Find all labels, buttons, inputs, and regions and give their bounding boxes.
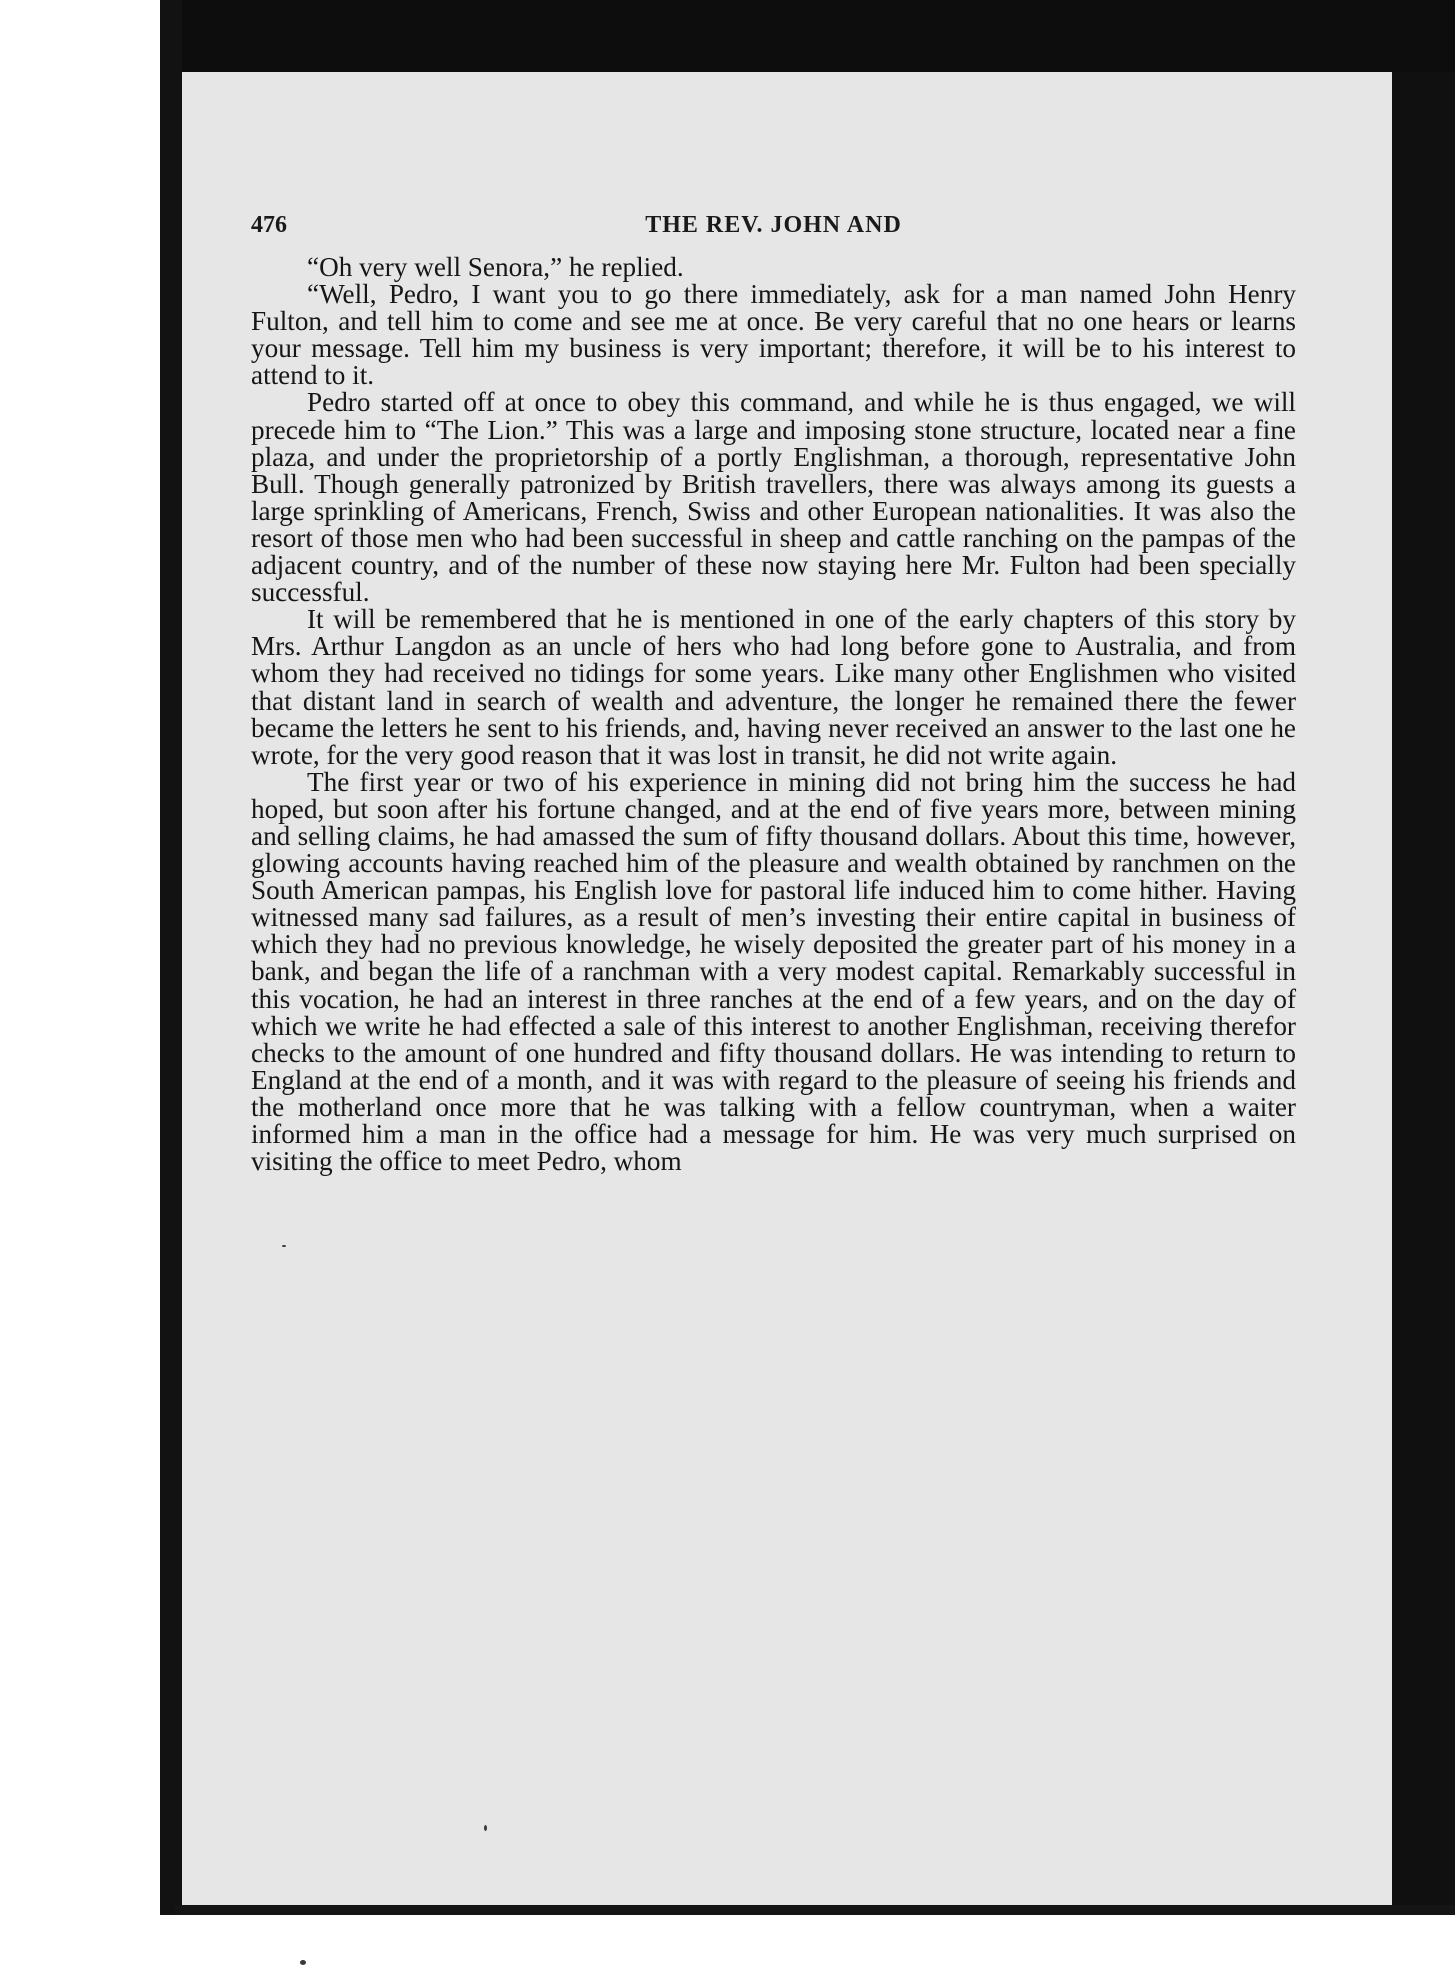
scan-border-top xyxy=(175,0,1455,72)
page-number: 476 xyxy=(251,212,287,238)
scan-speck xyxy=(484,1825,487,1831)
scan-speck xyxy=(300,1960,306,1965)
paragraph-2: “Well, Pedro, I want you to go there immediately, ask for a man named John Henry Fulton, and tell him to come and see me at once. Be very careful that no one hears or learns your message. Tell him my business is very important; therefore, it will be to his interest to attend to it. xyxy=(251,279,1296,391)
paragraph-1: “Oh very well Senora,” he replied. xyxy=(307,252,684,282)
running-title: THE REV. JOHN AND xyxy=(645,212,902,238)
paragraph-5: The first year or two of his experience in mining did not bring him the success he had hoped, but soon after his fortune changed, and at the end of five years more, between mining and selling claims, he had amassed the sum of fifty thousand dollars. About this time, however, glowing accounts having reached him of the pleasure and wealth obtained by ranchmen on the South American pampas, his English love for pastoral life induced him to come hither. Having witnessed many sad failures, as a result of men’s investing their entire capital in business of which they had no previous knowledge, he wisely deposited the greater part of his money in a bank, and began the life of a ranchman with a very modest capital. Remarkably successful in this vocation, he had an interest in three ranches at the end of a few years, and on the day of which we write he had effected a sale of this interest to another Englishman, receiving therefor checks to the amount of one hundred and fifty thousand dollars. He was intending to return to England at the end of a month, and it was with regard to the pleasure of seeing his friends and the motherland once more that he was talking with a fellow countryman, when a waiter informed him a man in the office had a message for him. He was very much surprised on visiting the office to meet Pedro, whom xyxy=(251,766,1296,1177)
scan-border-left xyxy=(160,0,182,1915)
paragraph-3: Pedro started off at once to obey this command, and while he is thus engaged, we will precede him to “The Lion.” This was a large and imposing stone structure, located near a fine plaza, and under the proprietorship of a portly Englishman, a thorough, representative John Bull. Though generally patronized by British travellers, there was always among its guests a large sprinkling of Americans, French, Swiss and other European nationalities. It was also the resort of those men who had been successful in sheep and cattle ranching on the pampas of the adjacent country, and of the number of these now staying here Mr. Fulton had been specially successful. xyxy=(251,387,1296,608)
page-header xyxy=(251,212,1296,252)
scan-speck xyxy=(282,1245,286,1247)
scan-border-bottom xyxy=(175,1905,1455,1915)
body-text xyxy=(251,254,1296,1175)
scan-border-right xyxy=(1392,72,1455,1915)
paragraph-4: It will be remembered that he is mentioned in one of the early chapters of this story by Mrs. Arthur Langdon as an uncle of hers who had long before gone to Australia, and from whom they had received no tidings for some years. Like many other Englishmen who visited that distant land in search of wealth and adventure, the longer he remained there the fewer became the letters he sent to his friends, and, having never received an answer to the last one he wrote, for the very good reason that it was lost in transit, he did not write again. xyxy=(251,604,1296,770)
